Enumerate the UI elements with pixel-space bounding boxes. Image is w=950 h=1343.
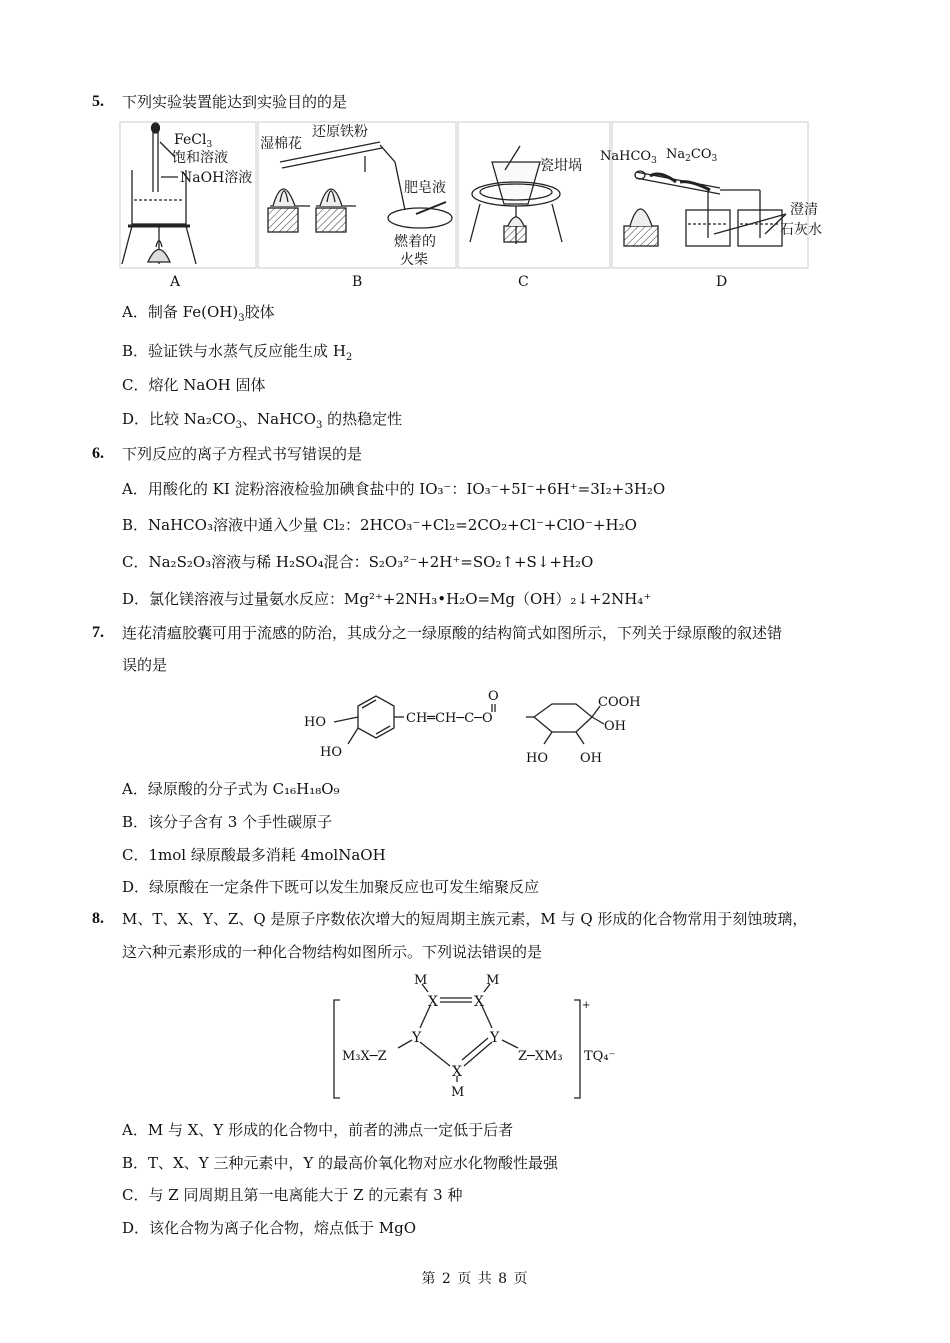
q7-option-b: B．该分子含有 3 个手性碳原子 <box>122 813 333 831</box>
label-fecl3: FeCl$_3$ <box>174 132 213 150</box>
ionic-compound-structure <box>330 970 630 1106</box>
question-7-stem-line2: 误的是 <box>122 656 168 674</box>
question-5-stem: 下列实验装置能达到实验目的的是 <box>122 93 348 111</box>
question-number-7: 7. <box>92 624 104 641</box>
label-x-left: X <box>428 994 438 1010</box>
question-5-apparatus-figure <box>120 122 822 294</box>
question-7-stem-line1: 连花清瘟胶囊可用于流感的防治，其成分之一绿原酸的结构简式如图所示，下列关于绿原酸的叙述错 <box>122 624 783 642</box>
q8-option-b: B．T、X、Y 三种元素中，Y 的最高价氧化物对应水化物酸性最强 <box>122 1154 559 1172</box>
panel-label-c: C <box>518 274 529 290</box>
label-m-top-left: M <box>414 973 428 988</box>
label-saturated-solution: 饱和溶液 <box>172 150 228 166</box>
question-8-stem-line1: M、T、X、Y、Z、Q 是原子序数依次增大的短周期主族元素，M 与 Q 形成的化合物常用于刻蚀玻璃， <box>122 910 808 928</box>
q6-option-d: D．氯化镁溶液与过量氨水反应：Mg²⁺+2NH₃•H₂O=Mg（OH）₂↓+2NH₄⁺ <box>122 590 652 608</box>
page-footer: 第 2 页 共 8 页 <box>421 1271 529 1287</box>
q8-option-a: A．M 与 X、Y 形成的化合物中，前者的沸点一定低于后者 <box>122 1121 514 1139</box>
q7-option-a: A．绿原酸的分子式为 C₁₆H₁₈O₉ <box>122 780 340 798</box>
apparatus-d <box>624 171 786 246</box>
question-number-8: 8. <box>92 910 104 927</box>
label-left-group: M₃X─Z <box>342 1049 387 1064</box>
label-porcelain-crucible: 瓷坩埚 <box>540 158 582 174</box>
q5-option-b: B．验证铁与水蒸气反应能生成 $H_2$ <box>122 342 353 363</box>
label-ho-2: HO <box>320 745 342 760</box>
label-oh-1: OH <box>604 719 626 734</box>
chlorogenic-acid-structure <box>300 684 660 774</box>
q5-option-a: A．制备 $Fe(OH)_3$胶体 <box>122 303 275 324</box>
label-anion: TQ₄⁻ <box>584 1049 616 1064</box>
label-soap-solution: 肥皂液 <box>404 180 446 196</box>
label-chain: CH═CH─C─O <box>406 711 493 726</box>
q6-option-c: C．Na₂S₂O₃溶液与稀 H₂SO₄混合：S₂O₃²⁻+2H⁺=SO₂↑+S↓+H₂O <box>122 553 594 571</box>
panel-label-d: D <box>716 274 728 290</box>
question-number-6: 6. <box>92 445 104 462</box>
question-6-stem: 下列反应的离子方程式书写错误的是 <box>122 445 363 463</box>
q8-option-c: C．与 Z 同周期且第一电离能大于 Z 的元素有 3 种 <box>122 1186 463 1204</box>
label-carbonyl-o: O <box>488 689 499 704</box>
label-m-bottom: M <box>451 1085 465 1100</box>
label-x-bottom: X <box>452 1064 462 1080</box>
label-y-right: Y <box>490 1030 500 1046</box>
label-nahco3: NaHCO$_3$ <box>600 149 657 166</box>
label-reduced-iron-powder: 还原铁粉 <box>312 124 368 140</box>
label-oh-2: OH <box>580 751 602 766</box>
q6-option-b: B．NaHCO₃溶液中通入少量 Cl₂：2HCO₃⁻+Cl₂=2CO₂+Cl⁻+ClO⁻+H₂O <box>122 516 637 534</box>
label-m-top-right: M <box>486 973 500 988</box>
q5-option-d: D．比较 $Na_2CO_3$、NaHCO$_3$ 的热稳定性 <box>122 410 403 431</box>
question-8-stem-line2: 这六种元素形成的一种化合物结构如图所示。下列说法错误的是 <box>122 943 543 961</box>
q6-option-a: A．用酸化的 KI 淀粉溶液检验加碘食盐中的 IO₃⁻：IO₃⁻+5I⁻+6H⁺=3I₂+3H₂O <box>122 480 666 498</box>
label-wet-cotton: 湿棉花 <box>260 136 302 152</box>
label-clear-limewater-1: 澄清 <box>790 202 818 218</box>
label-right-group: Z─XM₃ <box>518 1049 563 1064</box>
q7-option-c: C．1mol 绿原酸最多消耗 4molNaOH <box>122 846 386 864</box>
question-number-5: 5. <box>92 93 104 110</box>
label-cooh: COOH <box>598 695 641 710</box>
q5-option-c: C．熔化 NaOH 固体 <box>122 376 266 394</box>
label-na2co3: $Na_2CO_3$ <box>666 147 718 164</box>
panel-label-a: A <box>170 274 181 290</box>
q7-option-d: D．绿原酸在一定条件下既可以发生加聚反应也可发生缩聚反应 <box>122 878 540 896</box>
label-ho-3: HO <box>526 751 548 766</box>
label-ho-1: HO <box>304 715 326 730</box>
label-y-left: Y <box>412 1030 422 1046</box>
label-clear-limewater-2: 石灰水 <box>780 222 822 238</box>
label-burning-match-1: 燃着的 <box>394 234 436 250</box>
q8-option-d: D．该化合物为离子化合物，熔点低于 MgO <box>122 1219 417 1237</box>
label-x-right: X <box>474 994 484 1010</box>
label-burning-match-2: 火柴 <box>400 252 428 268</box>
label-charge: + <box>582 1000 591 1011</box>
panel-label-b: B <box>352 274 363 290</box>
label-naoh-solution: NaOH溶液 <box>180 170 253 186</box>
